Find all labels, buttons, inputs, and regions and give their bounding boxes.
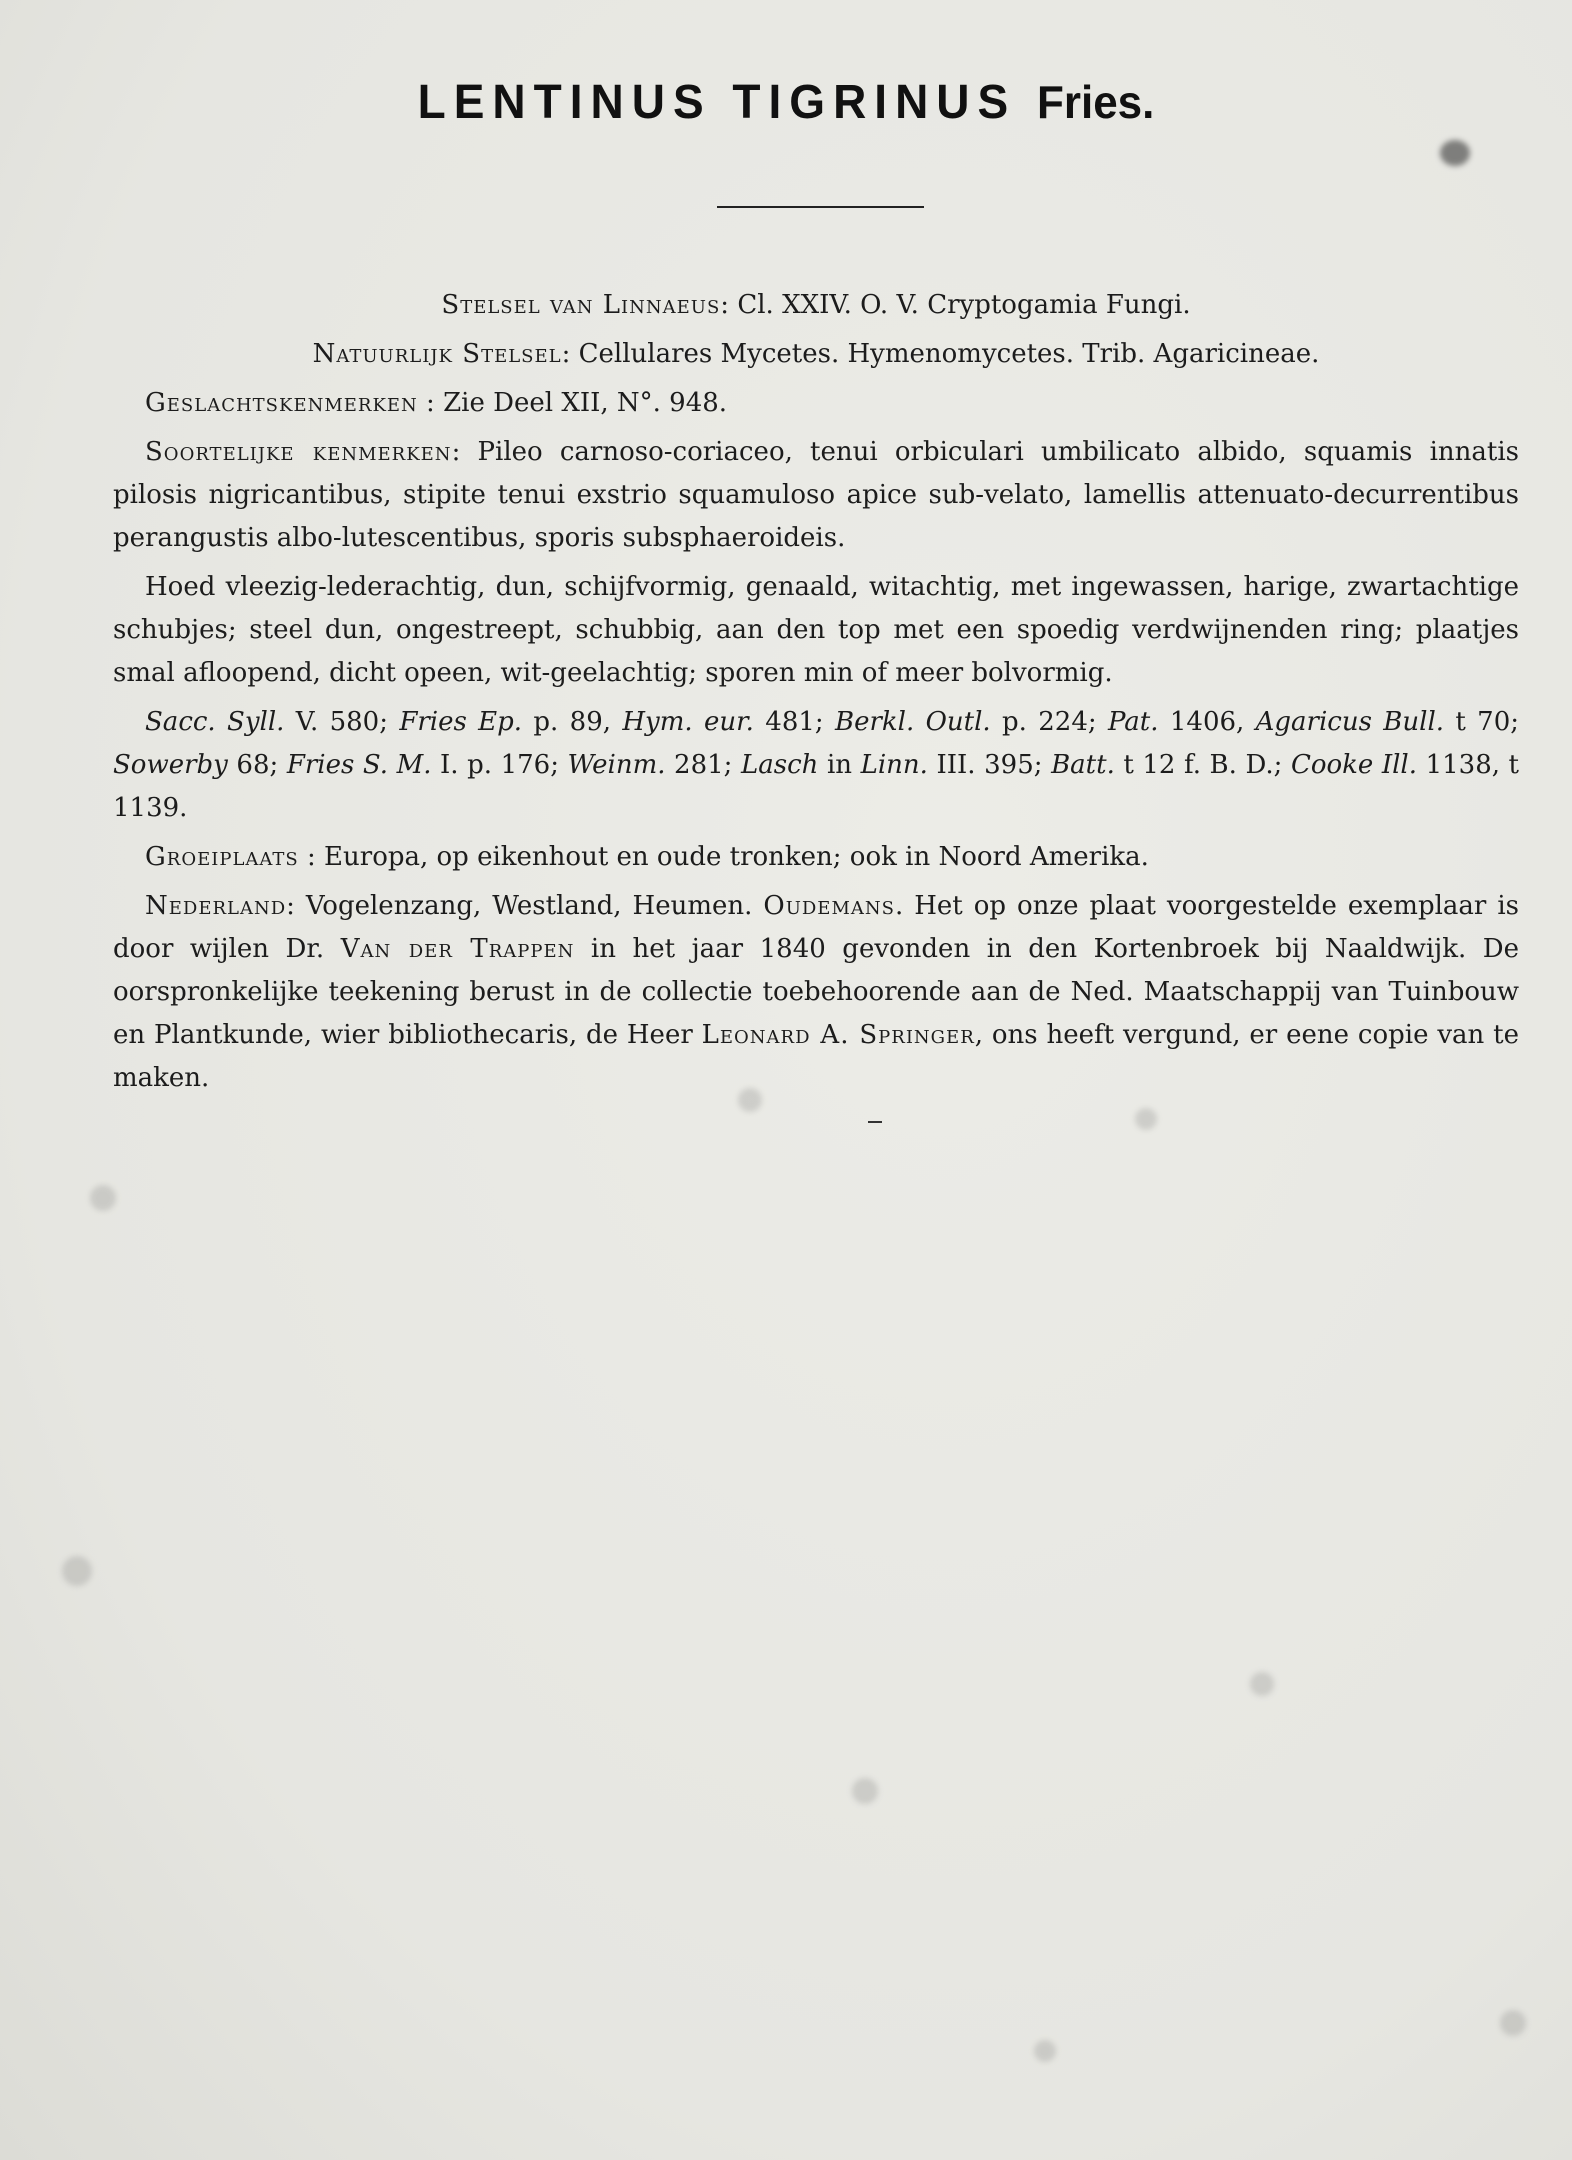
person-name: Oudemans	[763, 891, 895, 921]
nederland: Nederland: Vogelenzang, Westland, Heumen. Oudemans. Het op onze plaat voorgestelde exemplaar is door wijlen Dr. Van der Trappen in het jaar 1840 gevonden in den Kortenbroek bij Naaldwijk. De oorspronkelijke teekening berust in de collectie toebehoorende aan de Ned. Maatschappij van Tuinbouw en Plantkunde, wier bibliothecaris, de Heer Leonard A. Springer, ons heeft vergund, er eene copie van te maken.	[113, 891, 1520, 1093]
natuurlijk-stelsel-label: Natuurlijk Stelsel	[312, 339, 562, 369]
paper-speck	[1500, 2010, 1526, 2036]
paper-speck	[1034, 2040, 1056, 2062]
stelsel-linnaeus-label: Stelsel van Linnaeus	[441, 290, 721, 320]
nederland-text: Vogelenzang, Westland, Heumen.	[305, 891, 764, 921]
paper-speck	[738, 1088, 762, 1112]
natuurlijk-stelsel-text: Cellulares Mycetes. Hymenomycetes. Trib. Agaricineae.	[578, 339, 1320, 369]
reference-locator: V. 580;	[284, 707, 400, 737]
reference-locator: 1406,	[1158, 707, 1256, 737]
page-title	[0, 73, 1572, 130]
title-rule	[717, 206, 924, 208]
document-body	[113, 284, 1519, 1106]
nederland-text: . Het op onze plaat voorgestelde exemplaar is door wijlen Dr.	[113, 891, 1520, 964]
reference-title: Weinm.	[567, 750, 666, 780]
paper-speck	[62, 1556, 92, 1586]
nederland-label: Nederland	[145, 891, 287, 921]
reference-title: Sacc. Syll.	[145, 707, 285, 737]
reference-locator: 1138, t 1139.	[113, 750, 1519, 823]
reference-title: Cooke Ill.	[1290, 750, 1418, 780]
soortelijke-kenmerken: Soortelijke kenmerken: Pileo carnoso-coriaceo, tenui orbiculari umbilicato albido, squamis innatis pilosis nigricantibus, stipite tenui exstrio squamuloso apice sub-velato, lamellis attenuato-decurrentibus perangustis albo-lutescentibus, sporis subsphaeroideis.	[113, 437, 1519, 553]
reference-locator: 281;	[665, 750, 741, 780]
reference-title: Linn.	[860, 750, 928, 780]
geslachtskenmerken: Geslachtskenmerken : Zie Deel XII, N°. 948.	[145, 388, 728, 418]
reference-locator: p. 224;	[990, 707, 1108, 737]
nederland-text: , ons heeft vergund, er eene copie van te maken.	[113, 1020, 1519, 1093]
reference-locator: t 12 f. B. D.;	[1114, 750, 1291, 780]
stelsel-linnaeus: Stelsel van Linnaeus: Cl. XXIV. O. V. Cryptogamia Fungi.	[441, 290, 1191, 320]
description-paragraph: Hoed vleezig-lederachtig, dun, schijfvormig, genaald, witachtig, met ingewassen, harige, zwartachtige schubjes; steel dun, ongestreept, schubbig, aan den top met een spoedig verdwijnenden ring; plaatjes smal afloopend, dicht opeen, wit-geelachtig; sporen min of meer bolvormig.	[113, 572, 1519, 688]
soortelijke-text: Pileo carnoso-coriaceo, tenui orbiculari umbilicato albido, squamis innatis pilosis nigricantibus, stipite tenui exstrio squamuloso apice sub-velato, lamellis attenuato-decurrentibus perangustis albo-lutescentibus, sporis subsphaeroideis.	[113, 437, 1519, 553]
reference-locator: in	[818, 750, 861, 780]
reference-title: Pat.	[1107, 707, 1159, 737]
reference-title: Fries S. M.	[286, 750, 432, 780]
reference-locator: p. 89,	[522, 707, 623, 737]
reference-title: Fries Ep.	[399, 707, 523, 737]
reference-title: Berkl. Outl.	[835, 707, 991, 737]
geslachtskenmerken-text: Zie Deel XII, N°. 948.	[443, 388, 728, 418]
geslachtskenmerken-label: Geslachtskenmerken	[145, 388, 418, 418]
reference-locator: 481;	[753, 707, 835, 737]
person-name: Leonard A. Springer	[701, 1020, 975, 1050]
reference-title: Batt.	[1051, 750, 1115, 780]
reference-title: Lasch	[741, 750, 819, 780]
species-author: Fries.	[1036, 76, 1155, 129]
paper-speck	[852, 1778, 878, 1804]
natuurlijk-stelsel: Natuurlijk Stelsel: Cellulares Mycetes. Hymenomycetes. Trib. Agaricineae.	[312, 339, 1320, 369]
references-paragraph	[113, 701, 1519, 830]
groeiplaats: Groeiplaats : Europa, op eikenhout en oude tronken; ook in Noord Amerika.	[145, 842, 1149, 872]
reference-locator: III. 395;	[927, 750, 1052, 780]
reference-locator: 68;	[227, 750, 287, 780]
paper-speck	[1135, 1108, 1157, 1130]
stray-mark	[868, 1121, 882, 1123]
nederland-text: in het jaar 1840 gevonden in den Kortenbroek bij Naaldwijk. De oorspronkelijke teekening berust in de collectie toebehoorende aan de Ned. Maatschappij van Tuinbouw en Plantkunde, wier bibliothecaris, de Heer	[113, 934, 1520, 1050]
species-name: LENTINUS TIGRINUS	[417, 73, 1017, 129]
reference-locator: I. p. 176;	[431, 750, 568, 780]
groeiplaats-label: Groeiplaats	[145, 842, 299, 872]
reference-locator: t 70;	[1444, 707, 1520, 737]
stelsel-linnaeus-text: Cl. XXIV. O. V. Cryptogamia Fungi.	[737, 290, 1191, 320]
groeiplaats-text: Europa, op eikenhout en oude tronken; ook in Noord Amerika.	[324, 842, 1149, 872]
reference-title: Sowerby	[113, 750, 228, 780]
soortelijke-label: Soortelijke kenmerken	[145, 437, 452, 467]
paper-speck	[90, 1185, 116, 1211]
reference-title: Hym. eur.	[622, 707, 754, 737]
paper-speck	[1440, 140, 1470, 166]
reference-title: Agaricus Bull.	[1255, 707, 1445, 737]
person-name: Van der Trappen	[340, 934, 575, 964]
paper-speck	[1250, 1672, 1274, 1696]
